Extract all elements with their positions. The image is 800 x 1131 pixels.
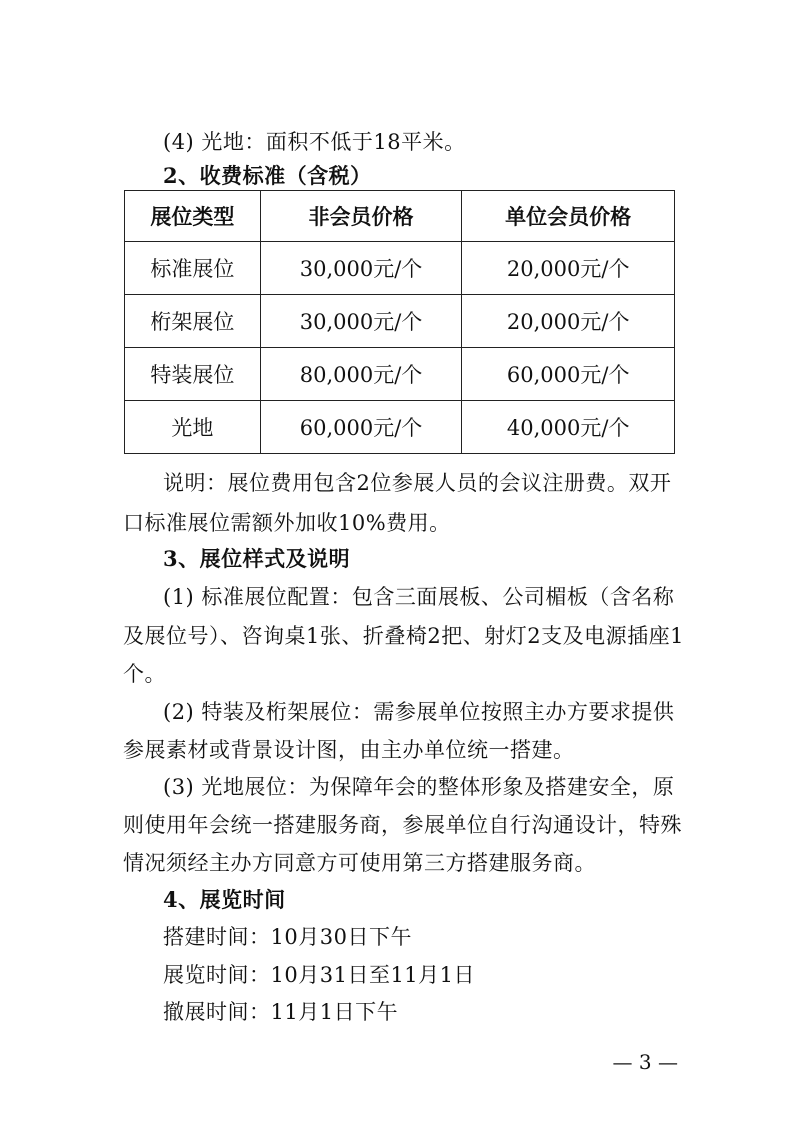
table-cell: 光地 bbox=[125, 401, 261, 454]
p3-line-1: (3) 光地展位：为保障年会的整体形象及搭建安全，原 bbox=[163, 775, 675, 799]
table-cell: 40,000元/个 bbox=[462, 401, 675, 454]
table-header-cell: 展位类型 bbox=[125, 191, 261, 242]
p1-line-2: 及展位号）、咨询桌1张、折叠椅2把、射灯2支及电源插座1 bbox=[123, 624, 684, 648]
page-number: — 3 — bbox=[612, 1050, 678, 1074]
table-header-cell: 非会员价格 bbox=[260, 191, 462, 242]
table-cell: 30,000元/个 bbox=[260, 242, 462, 295]
p1-line-1: (1) 标准展位配置：包含三面展板、公司楣板（含名称 bbox=[163, 585, 675, 609]
build-time: 搭建时间：10月30日下午 bbox=[163, 925, 412, 949]
p3-line-2: 则使用年会统一搭建服务商，参展单位自行沟通设计，特殊 bbox=[123, 813, 682, 837]
table-cell: 80,000元/个 bbox=[260, 348, 462, 401]
p3-line-3: 情况须经主办方同意方可使用第三方搭建服务商。 bbox=[123, 851, 596, 875]
table-header-row bbox=[125, 191, 675, 242]
table-cell: 桁架展位 bbox=[125, 295, 261, 348]
table-cell: 标准展位 bbox=[125, 242, 261, 295]
section-3-title: 3、展位样式及说明 bbox=[163, 546, 351, 571]
p2-line-1: (2) 特装及桁架展位：需参展单位按照主办方要求提供 bbox=[163, 700, 675, 724]
fee-table bbox=[124, 190, 675, 454]
table-cell: 特装展位 bbox=[125, 348, 261, 401]
table-row bbox=[125, 242, 675, 295]
section-4-title: 4、展览时间 bbox=[163, 887, 286, 912]
table-row bbox=[125, 348, 675, 401]
item-4-text: (4) 光地：面积不低于18平米。 bbox=[163, 130, 466, 154]
table-cell: 20,000元/个 bbox=[462, 295, 675, 348]
table-header-cell: 单位会员价格 bbox=[462, 191, 675, 242]
exhibit-time: 展览时间：10月31日至11月1日 bbox=[163, 963, 476, 987]
teardown-time: 撤展时间：11月1日下午 bbox=[163, 1000, 399, 1024]
p2-line-2: 参展素材或背景设计图，由主办单位统一搭建。 bbox=[123, 738, 575, 762]
table-cell: 60,000元/个 bbox=[260, 401, 462, 454]
table-cell: 20,000元/个 bbox=[462, 242, 675, 295]
table-row bbox=[125, 401, 675, 454]
p1-line-3: 个。 bbox=[123, 662, 166, 686]
table-row bbox=[125, 295, 675, 348]
note-line-1: 说明：展位费用包含2位参展人员的会议注册费。双开 bbox=[163, 471, 672, 495]
section-2-title: 2、收费标准（含税） bbox=[163, 163, 372, 188]
note-line-2: 口标准展位需额外加收10%费用。 bbox=[123, 511, 451, 535]
table-cell: 30,000元/个 bbox=[260, 295, 462, 348]
table-cell: 60,000元/个 bbox=[462, 348, 675, 401]
